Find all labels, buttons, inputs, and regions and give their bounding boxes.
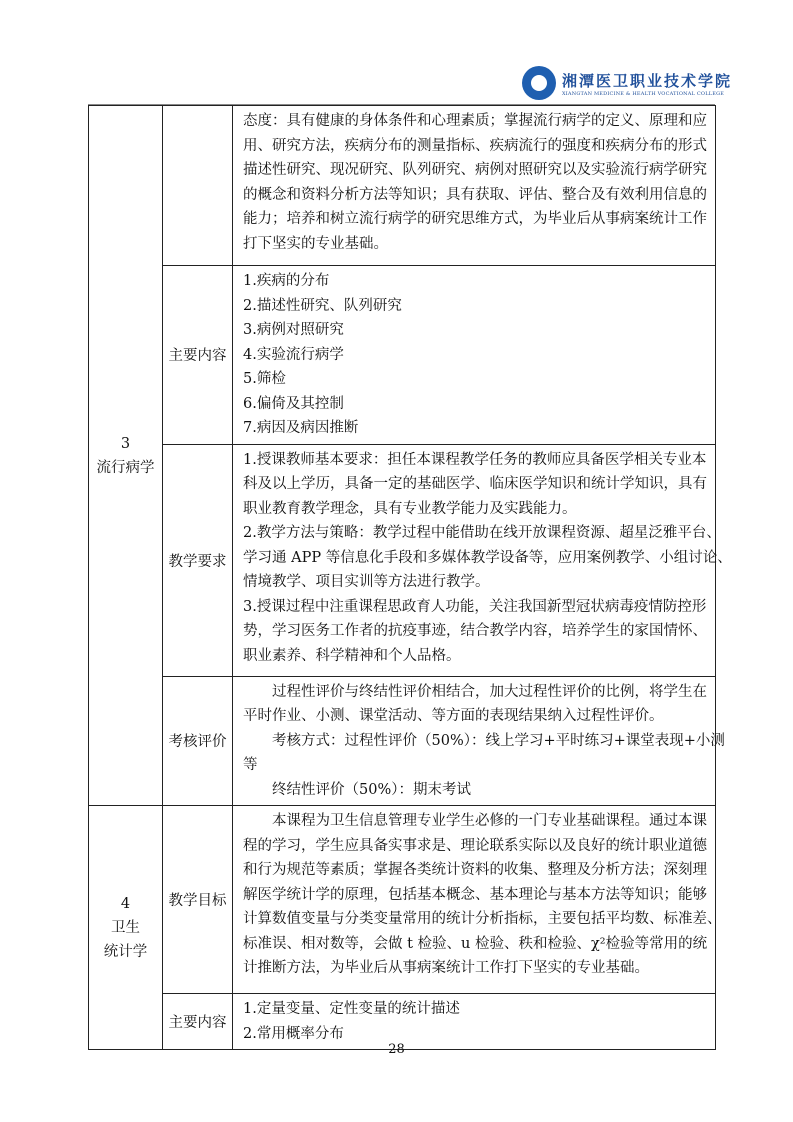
text-line: 和行为规范等素质；掌握各类统计资料的收集、整理及分析方法；深刻理 xyxy=(243,862,707,878)
course-3-name-cell xyxy=(89,106,163,806)
text-line: 态度：具有健康的身体条件和心理素质；掌握流行病学的定义、原理和应 xyxy=(243,113,707,129)
course-3-content-list xyxy=(233,266,716,445)
course-4-name-cell xyxy=(89,806,163,1050)
text-line: 2.教学方法与策略：教学过程中能借助在线开放课程资源、超星泛雅平台、 xyxy=(243,525,721,541)
college-logo xyxy=(522,66,732,100)
text-line: 程的学习，学生应具备实事求是、理论联系实际以及良好的统计职业道德 xyxy=(243,837,707,854)
text-line: 势，学习医务工作者的抗疫事迹，结合教学内容，培养学生的家国情怀、 xyxy=(243,623,707,639)
text-line: 的概念和资料分析方法等知识；具有获取、评估、整合及有效利用信息的 xyxy=(243,186,707,203)
course-table xyxy=(88,105,732,1050)
text-line: 考核方式：过程性评价（50%）：线上学习+平时练习+课堂表现+小测 xyxy=(272,732,725,749)
label-main-content: 主要内容 xyxy=(163,266,233,445)
text-line: 打下坚实的专业基础。 xyxy=(243,235,388,252)
course-3-objective xyxy=(233,106,716,266)
course-4-objective xyxy=(233,806,722,994)
text-line: 3.病例对照研究 xyxy=(243,322,344,338)
text-line: 3.授课过程中注重课程思政育人功能，关注我国新型冠状病毒疫情防控形 xyxy=(243,598,707,615)
text-line: 等 xyxy=(243,757,258,773)
course-3-teaching xyxy=(233,444,732,676)
text-line: 1.定量变量、定性变量的统计描述 xyxy=(243,1001,460,1017)
course-name: 卫生 xyxy=(111,919,140,936)
text-line: 描述性研究、现况研究、队列研究、病例对照研究以及实验流行病学研究 xyxy=(243,162,707,178)
text-line: 情境教学、项目实训等方法进行教学。 xyxy=(243,574,490,590)
text-line: 能力；培养和树立流行病学的研究思维方式，为毕业后从事病案统计工作 xyxy=(243,211,707,227)
text-line: 2.描述性研究、队列研究 xyxy=(243,297,402,314)
text-line: 解医学统计学的原理，包括基本概念、基本理论与基本方法等知识；能够 xyxy=(243,886,707,903)
text-line: 计算数值变量与分类变量常用的统计分析指标，主要包括平均数、标准差、 xyxy=(243,911,722,927)
text-line: 计推断方法，为毕业后从事病案统计工作打下坚实的专业基础。 xyxy=(243,960,649,976)
text-line: 终结性评价（50%）：期末考试 xyxy=(272,781,471,798)
text-line: 7.病因及病因推断 xyxy=(243,420,359,436)
text-line: 标准误、相对数等，会做 t 检验、u 检验、秩和检验、χ²检验等常用的统 xyxy=(243,935,708,952)
label-teaching-requirements: 教学要求 xyxy=(163,444,233,676)
text-line: 6.偏倚及其控制 xyxy=(243,395,344,412)
table-row xyxy=(89,106,716,266)
table-row xyxy=(89,676,716,806)
course-name: 流行病学 xyxy=(96,459,155,476)
text-line: 过程性评价与终结性评价相结合，加大过程性评价的比例，将学生在 xyxy=(272,683,707,700)
course-number: 3 xyxy=(120,435,131,452)
course-number: 4 xyxy=(120,895,131,912)
course-3-assessment xyxy=(233,676,725,806)
table-row xyxy=(89,266,716,445)
college-name-cn: 湘潭医卫职业技术学院 xyxy=(562,71,733,90)
text-line: 职业教育教学理念，具有专业教学能力及实践能力。 xyxy=(243,500,577,517)
text-line: 科及以上学历，具备一定的基础医学、临床医学知识和统计学知识，具有 xyxy=(243,476,707,492)
text-line: 职业素养、科学精神和个人品格。 xyxy=(243,647,461,664)
text-line: 4.实验流行病学 xyxy=(243,346,344,363)
text-line: 本课程为卫生信息管理专业学生必修的一门专业基础课程。通过本课 xyxy=(272,813,707,829)
table-row xyxy=(89,444,716,676)
label-teaching-objective: 教学目标 xyxy=(163,806,233,994)
label-cell-empty xyxy=(163,106,233,266)
page-number: 28 xyxy=(388,1042,405,1057)
text-line: 1.疾病的分布 xyxy=(243,273,330,289)
text-line: 用、研究方法，疾病分布的测量指标、疾病流行的强度和疾病分布的形式 xyxy=(243,137,707,154)
label-main-content: 主要内容 xyxy=(163,994,233,1050)
college-name-en: XIANGTAN MEDICINE & HEALTH VOCATIONAL COLLEGE xyxy=(562,90,725,97)
text-line: 学习通 APP 等信息化手段和多媒体教学设备等，应用案例教学、小组讨论、 xyxy=(243,549,732,566)
course-name: 统计学 xyxy=(103,943,148,960)
label-assessment: 考核评价 xyxy=(163,676,233,806)
table-row xyxy=(89,806,716,994)
text-line: 平时作业、小测、课堂活动、等方面的表现结果纳入过程性评价。 xyxy=(243,708,664,724)
text-line: 5.筛检 xyxy=(243,371,286,387)
college-seal-icon xyxy=(522,66,556,100)
text-line: 2.常用概率分布 xyxy=(243,1025,344,1042)
text-line: 1.授课教师基本要求：担任本课程教学任务的教师应具备医学相关专业本 xyxy=(243,451,707,468)
